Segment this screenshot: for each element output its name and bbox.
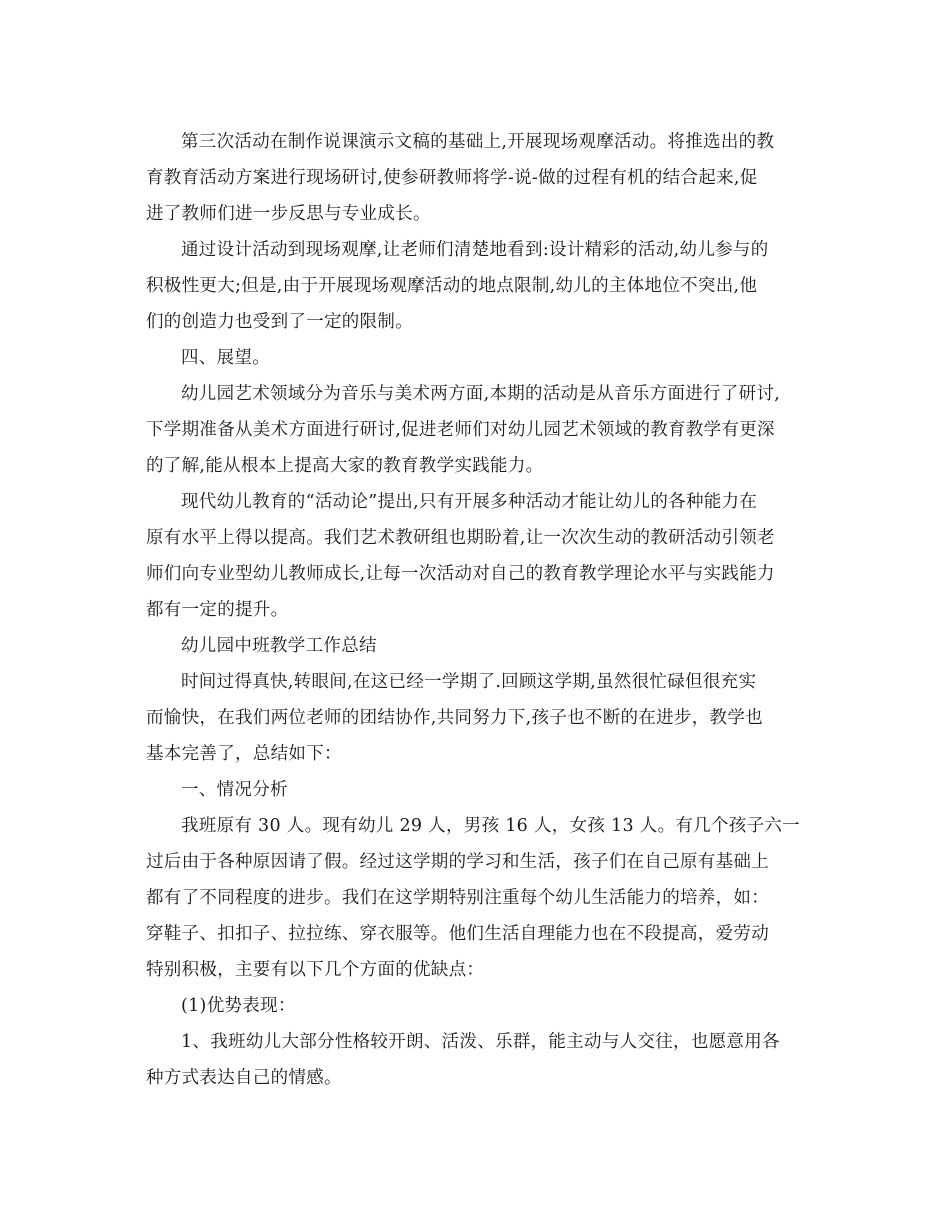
- text-line: 1、我班幼儿大部分性格较开朗、活泼、乐群，能主动与人交往，也愿意用各: [181, 1032, 780, 1052]
- subsection-heading: [146, 988, 816, 1024]
- paragraph: [146, 664, 816, 772]
- paragraph: [146, 124, 816, 232]
- text-line: (1)优势表现：: [181, 996, 296, 1016]
- text-line: 进了教师们进一步反思与专业成长。: [146, 204, 431, 224]
- paragraph: [146, 808, 816, 988]
- text-line: 一、情况分析: [181, 780, 288, 800]
- text-line: 现代幼儿教育的“活动论”提出,只有开展多种活动才能让幼儿的各种能力在: [181, 492, 758, 512]
- text-line: 而愉快，在我们两位老师的团结协作,共同努力下,孩子也不断的在进步，教学也: [146, 708, 763, 728]
- text-line: 时间过得真快,转眼间,在这已经一学期了.回顾这学期,虽然很忙碌但很充实: [181, 672, 757, 692]
- document-body: [146, 124, 816, 1096]
- text-line: 幼儿园中班教学工作总结: [181, 636, 377, 656]
- text-line: 师们向专业型幼儿教师成长,让每一次活动对自己的教育教学理论水平与实践能力: [146, 564, 775, 584]
- text-line: 幼儿园艺术领域分为音乐与美术两方面,本期的活动是从音乐方面进行了研讨,: [181, 384, 781, 404]
- text-line: 种方式表达自己的情感。: [146, 1068, 342, 1088]
- text-line: 基本完善了，总结如下：: [146, 744, 342, 764]
- section-heading: [146, 340, 816, 376]
- text-line: 育教育活动方案进行现场研讨,使参研教师将学-说-做的过程有机的结合起来,促: [146, 168, 758, 188]
- text-line: 的了解,能从根本上提高大家的教育教学实践能力。: [146, 456, 544, 476]
- document-title: [146, 628, 816, 664]
- text-line: 我班原有 30 人。现有幼儿 29 人，男孩 16 人，女孩 13 人。有几个孩子六一: [181, 816, 800, 836]
- paragraph: [146, 232, 816, 340]
- text-line: 都有一定的提升。: [146, 600, 289, 620]
- text-line: 第三次活动在制作说课演示文稿的基础上,开展现场观摩活动。将推选出的教: [181, 132, 775, 152]
- text-line: 穿鞋子、扣扣子、拉拉练、穿衣服等。他们生活自理能力也在不段提高，爱劳动: [146, 924, 769, 944]
- text-line: 四、展望。: [181, 348, 270, 368]
- text-line: 都有了不同程度的进步。我们在这学期特别注重每个幼儿生活能力的培养，如：: [146, 888, 769, 908]
- text-line: 下学期准备从美术方面进行研讨,促进老师们对幼儿园艺术领域的教育教学有更深: [146, 420, 775, 440]
- text-line: 积极性更大;但是,由于开展现场观摩活动的地点限制,幼儿的主体地位不突出,他: [146, 276, 758, 296]
- section-heading: [146, 772, 816, 808]
- text-line: 通过设计活动到现场观摩,让老师们清楚地看到:设计精彩的活动,幼儿参与的: [181, 240, 769, 260]
- paragraph: [146, 1024, 816, 1096]
- text-line: 过后由于各种原因请了假。经过这学期的学习和生活，孩子们在自己原有基础上: [146, 852, 769, 872]
- text-line: 特别积极，主要有以下几个方面的优缺点：: [146, 960, 485, 980]
- text-line: 原有水平上得以提高。我们艺术教研组也期盼着,让一次次生动的教研活动引领老: [146, 528, 775, 548]
- paragraph: [146, 484, 816, 628]
- paragraph: [146, 376, 816, 484]
- text-line: 们的创造力也受到了一定的限制。: [146, 312, 413, 332]
